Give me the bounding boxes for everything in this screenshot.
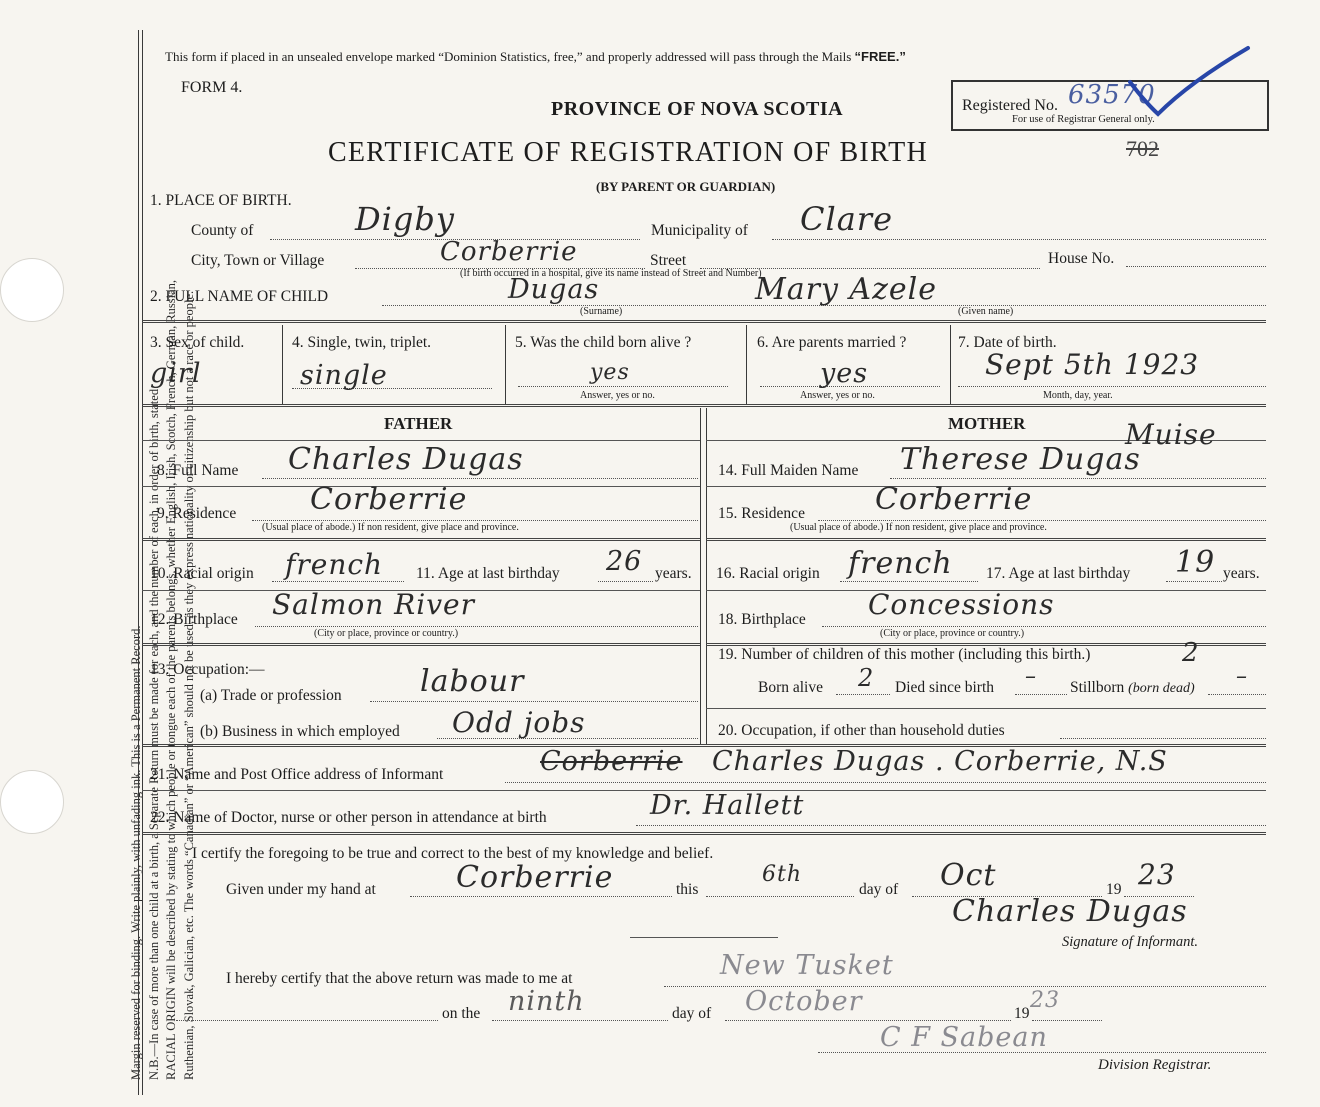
registered-label: Registered No. <box>962 97 1058 114</box>
mother-born-alive-value: 2 <box>858 664 875 692</box>
married-label: 6. Are parents married ? <box>757 334 907 351</box>
father-years: years. <box>655 565 692 582</box>
married-caption: Answer, yes or no. <box>800 390 875 401</box>
mother-residence-label: 15. Residence <box>718 505 805 522</box>
born-alive-line <box>518 386 728 387</box>
rule-after-name <box>142 320 1266 323</box>
father-business-value: Odd jobs <box>452 706 586 739</box>
rule-19 <box>706 708 1266 709</box>
side-note-racial-2: Ruthenian, Slovak, Galician, etc. The words “Canadian” or “American” should not be used, as they express nationality or citizenship but not a race or people. <box>181 290 196 1080</box>
doctor-line <box>636 825 1266 826</box>
informant-line <box>505 782 1266 783</box>
municipality-value: Clare <box>800 200 894 238</box>
dob-label: 7. Date of birth. <box>958 334 1057 351</box>
dob-caption: Month, day, year. <box>1043 390 1113 401</box>
house-line <box>1126 266 1266 267</box>
parents-divider-2 <box>706 408 707 745</box>
city-value: Corberrie <box>440 237 578 267</box>
side-note-nb: N.B.—In case of more than one child at a birth, a Separate Return must be made for each, and the number of each, in order of birth, stated. <box>146 385 161 1080</box>
father-occupation-label: 13. Occupation:— <box>150 661 265 678</box>
father-residence-label: 9. Residence <box>157 505 237 522</box>
municipality-line <box>772 239 1266 240</box>
divider-4-5 <box>505 325 506 405</box>
form-number: FORM 4. <box>181 79 243 96</box>
father-age-label: 11. Age at last birthday <box>416 565 560 582</box>
father-residence-line <box>252 520 698 521</box>
father-heading: FATHER <box>384 414 453 433</box>
center-rule <box>630 937 778 938</box>
mother-born-alive-line <box>836 694 890 695</box>
registrar-day-of: day of <box>672 1005 712 1022</box>
stillborn-word: Stillborn <box>1070 679 1125 696</box>
mother-birthplace-line <box>822 626 1266 627</box>
mother-stillborn-label <box>1070 679 1195 697</box>
doctor-value: Dr. Hallett <box>650 790 805 821</box>
mother-heading: MOTHER <box>948 414 1026 433</box>
mother-children-label: 19. Number of children of this mother (including this birth.) <box>718 646 1091 663</box>
mother-occupation-label: 20. Occupation, if other than household duties <box>718 722 1005 739</box>
signature-caption: Signature of Informant. <box>1062 934 1199 950</box>
father-trade-line <box>370 701 698 702</box>
given-day-value: 6th <box>762 862 803 887</box>
father-name-label: 8. Full Name <box>157 462 239 479</box>
registrar-year-line <box>1032 1020 1102 1021</box>
binding-hole-top <box>0 258 64 322</box>
given-caption: (Given name) <box>958 306 1014 317</box>
father-race-label: 10. Racial origin <box>150 565 254 582</box>
mother-residence-line <box>818 520 1266 521</box>
registered-number: 63570 <box>1068 80 1156 110</box>
father-name-value: Charles Dugas <box>288 442 524 477</box>
parents-divider <box>700 408 701 745</box>
father-race-line <box>272 581 404 582</box>
given-this: this <box>676 881 699 898</box>
registrar-caption: Division Registrar. <box>1098 1057 1212 1073</box>
sex-value: girl <box>150 358 202 389</box>
divider-5-6 <box>746 325 747 405</box>
stillborn-note: (born dead) <box>1128 681 1195 696</box>
province-heading: PROVINCE OF NOVA SCOTIA <box>551 98 844 120</box>
divider-6-7 <box>950 325 951 405</box>
rule-22 <box>142 832 1266 835</box>
side-note-racial-1: RACIAL ORIGIN will be described by stating to which people or tongue each of the parents belongs, whether English, Irish, Scotch, French, German, Russian, <box>164 279 178 1080</box>
mother-occupation-line <box>1060 738 1266 739</box>
margin-line <box>138 30 139 1095</box>
plurality-label: 4. Single, twin, triplet. <box>292 334 432 351</box>
registrar-statement: I hereby certify that the above return was made to me at <box>226 970 573 987</box>
rule-9 <box>142 538 700 541</box>
municipality-label: Municipality of <box>651 222 748 239</box>
binding-hole-bottom <box>0 770 64 834</box>
child-given-value: Mary Azele <box>755 272 938 307</box>
registrar-month-value: October <box>745 986 863 1017</box>
mother-birthplace-value: Concessions <box>868 588 1055 621</box>
free-word: “FREE.” <box>854 49 906 64</box>
mother-stillborn-line <box>1208 694 1266 695</box>
child-name-label: 2. FULL NAME OF CHILD <box>150 288 329 305</box>
given-day-line <box>706 896 854 897</box>
mother-name-line <box>890 478 1266 479</box>
given-month-value: Oct <box>940 858 997 893</box>
sex-label: 3. Sex of child. <box>150 334 245 351</box>
informant-label: 21. Name and Post Office address of Informant <box>150 766 444 783</box>
father-trade-value: labour <box>420 664 525 699</box>
born-alive-value: yes <box>590 360 630 385</box>
mother-birthplace-caption: (City or place, province or country.) <box>880 628 1025 639</box>
registrar-month-line <box>725 1020 1011 1021</box>
street-label: Street <box>650 252 687 269</box>
county-value: Digby <box>355 200 455 238</box>
mother-died-line <box>1015 694 1067 695</box>
mother-age-line <box>1166 581 1222 582</box>
mother-name-correction: Muise <box>1125 418 1217 451</box>
city-label: City, Town or Village <box>191 252 325 269</box>
rule-under-headings-left <box>142 440 700 441</box>
father-residence-value: Corberrie <box>310 482 468 517</box>
plurality-value: single <box>300 360 388 391</box>
mother-residence-caption: (Usual place of abode.) If non resident, give place and province. <box>790 522 1047 533</box>
mother-race-label: 16. Racial origin <box>716 565 820 582</box>
mother-race-line <box>840 581 978 582</box>
mother-name-value: Therese Dugas <box>900 442 1141 477</box>
title-mark: 702 <box>1126 136 1159 161</box>
mother-died-value: – <box>1025 664 1037 689</box>
child-surname-value: Dugas <box>508 274 600 305</box>
given-year-prefix: 19 <box>1106 881 1122 898</box>
rule-12 <box>142 643 700 646</box>
blue-check-mark <box>1120 42 1260 122</box>
rule-15 <box>706 538 1266 541</box>
father-birthplace-line <box>255 626 698 627</box>
born-alive-caption: Answer, yes or no. <box>580 390 655 401</box>
born-alive-label: 5. Was the child born alive ? <box>515 334 692 351</box>
mother-years: years. <box>1223 565 1260 582</box>
father-name-line <box>262 478 698 479</box>
registrar-year-prefix: 19 <box>1014 1005 1030 1022</box>
father-birthplace-label: 12. Birthplace <box>150 611 238 628</box>
mother-residence-value: Corberrie <box>875 482 1033 517</box>
mother-died-label: Died since birth <box>895 679 995 696</box>
registrar-place-value: New Tusket <box>720 950 894 981</box>
informant-value: Charles Dugas . Corberrie, N.S <box>712 746 1168 777</box>
given-label: Given under my hand at <box>226 881 376 898</box>
mother-race-value: french <box>848 546 953 581</box>
informant-struck: Corberrie <box>540 746 683 777</box>
registrar-note: For use of Registrar General only. <box>1012 114 1155 125</box>
place-of-birth-label: 1. PLACE OF BIRTH. <box>150 192 292 209</box>
dob-value: Sept 5th 1923 <box>985 348 1200 381</box>
county-label: County of <box>191 222 254 239</box>
free-notice-text: This form if placed in an unsealed envelope marked “Dominion Statistics, free,” and properly addressed will pass through the Mails <box>165 49 855 64</box>
margin-line-inner <box>142 30 143 1095</box>
side-note-margin: Margin reserved for binding. Write plainly, with unfading ink. This is a Permanent Record. <box>129 625 143 1080</box>
father-age-value: 26 <box>606 546 643 577</box>
given-day-of: day of <box>859 881 899 898</box>
certificate-subtitle: (BY PARENT OR GUARDIAN) <box>596 179 776 194</box>
house-label: House No. <box>1048 250 1115 267</box>
surname-caption: (Surname) <box>580 306 623 317</box>
father-trade-label: (a) Trade or profession <box>200 687 342 704</box>
mother-children-value: 2 <box>1182 638 1200 668</box>
given-year-value: 23 <box>1138 858 1176 891</box>
certification-statement: I certify the foregoing to be true and correct to the best of my knowledge and belief. <box>192 845 714 862</box>
rule-after-row <box>142 404 1266 407</box>
mother-birthplace-label: 18. Birthplace <box>718 611 806 628</box>
registrar-year-value: 23 <box>1030 988 1060 1013</box>
father-age-line <box>598 581 653 582</box>
father-race-value: french <box>285 548 384 581</box>
father-birthplace-value: Salmon River <box>272 588 475 621</box>
given-line <box>410 896 672 897</box>
informant-signature: Charles Dugas <box>952 894 1188 929</box>
registrar-day-line <box>492 1020 668 1021</box>
given-place-value: Corberrie <box>456 860 614 895</box>
mother-stillborn-value: – <box>1236 664 1248 689</box>
divider-3-4 <box>282 325 283 405</box>
father-business-label: (b) Business in which employed <box>200 723 400 740</box>
doctor-label: 22. Name of Doctor, nurse or other person in attendance at birth <box>150 809 547 826</box>
hospital-note: (If birth occurred in a hospital, give its name instead of Street and Number) <box>460 268 762 279</box>
registrar-day-value: ninth <box>508 986 585 1017</box>
registrar-on-the: on the <box>442 1005 481 1022</box>
mother-born-alive-label: Born alive <box>758 679 823 696</box>
mother-age-value: 19 <box>1175 545 1216 580</box>
father-residence-caption: (Usual place of abode.) If non resident, give place and province. <box>262 522 519 533</box>
married-value: yes <box>820 358 869 389</box>
free-notice <box>165 49 906 65</box>
mother-name-label: 14. Full Maiden Name <box>718 462 859 479</box>
dob-line <box>958 386 1266 387</box>
father-birthplace-caption: (City or place, province or country.) <box>314 628 459 639</box>
certificate-title: CERTIFICATE OF REGISTRATION OF BIRTH <box>328 137 928 168</box>
mother-age-label: 17. Age at last birthday <box>986 565 1131 582</box>
registrar-lead-line <box>176 1020 438 1021</box>
registrar-signature: C F Sabean <box>880 1022 1048 1053</box>
